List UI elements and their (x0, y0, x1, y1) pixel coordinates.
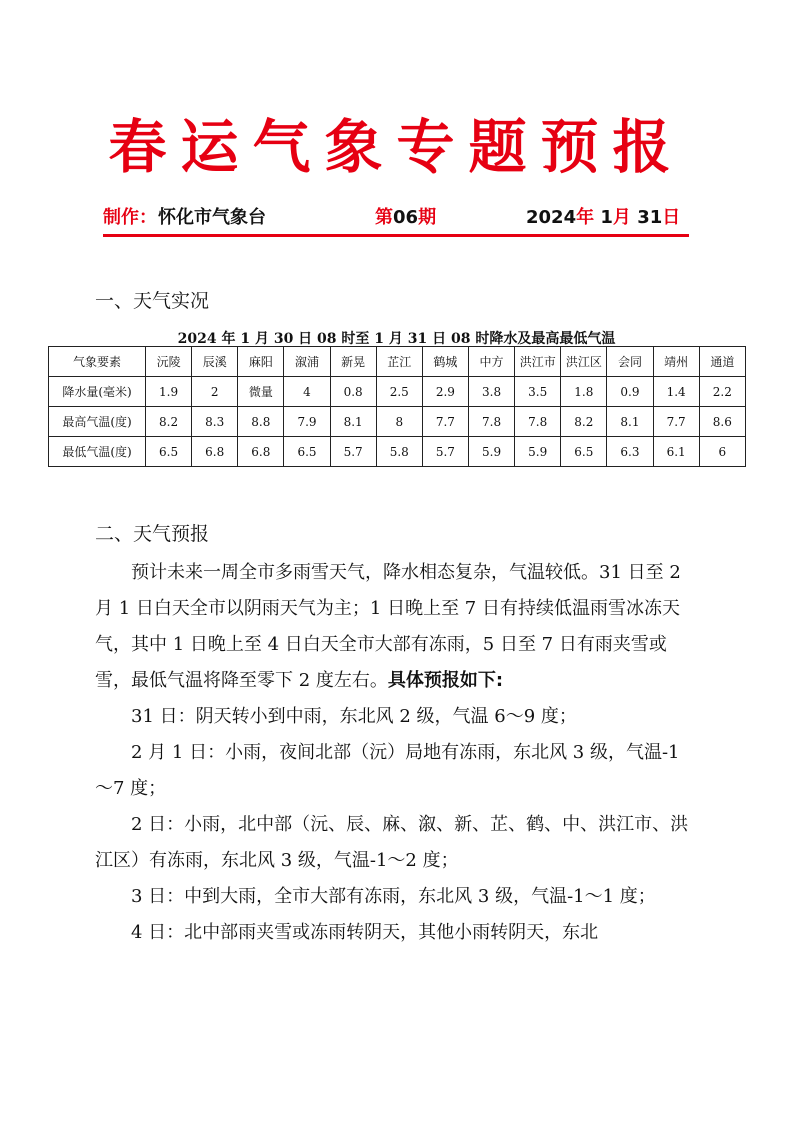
table-caption: 2024 年 1 月 30 日 08 时至 1 月 31 日 08 时降水及最高最低气温 (177, 331, 616, 347)
table-cell: 2.2 (699, 377, 745, 407)
table-cell: 8.2 (146, 407, 192, 437)
table-header-cell: 会同 (607, 347, 653, 377)
forecast-body (95, 555, 695, 951)
issue-date: 2024年 1月 31日 (526, 207, 681, 228)
table-cell: 5.7 (330, 437, 376, 467)
forecast-day: 2 月 1 日：小雨，夜间北部（沅）局地有冻雨，东北风 3 级，气温-1～7 度； (95, 742, 680, 799)
row-label: 最低气温(度) (49, 437, 146, 467)
table-cell: 2.9 (422, 377, 468, 407)
forecast-day: 3 日：中到大雨，全市大部有冻雨，东北风 3 级，气温-1～1 度； (131, 886, 656, 907)
header-divider (103, 234, 689, 237)
table-header-cell: 靖州 (653, 347, 699, 377)
table-cell: 7.7 (653, 407, 699, 437)
table-header-cell: 沅陵 (146, 347, 192, 377)
table-header-cell: 芷江 (376, 347, 422, 377)
forecast-day: 31 日：阴天转小到中雨，东北风 2 级，气温 6～9 度； (131, 706, 577, 727)
table-cell: 7.8 (515, 407, 561, 437)
table-row-max-temp (49, 407, 746, 437)
table-cell: 1.8 (561, 377, 607, 407)
table-header-cell: 通道 (699, 347, 745, 377)
table-cell: 6.8 (238, 437, 284, 467)
table-cell: 5.9 (468, 437, 514, 467)
section-heading-observations: 一、天气实况 (95, 290, 210, 312)
table-cell: 3.8 (468, 377, 514, 407)
table-cell: 6.1 (653, 437, 699, 467)
table-cell: 4 (284, 377, 330, 407)
row-label: 最高气温(度) (49, 407, 146, 437)
table-cell: 6.8 (192, 437, 238, 467)
table-cell: 7.8 (468, 407, 514, 437)
table-cell: 3.5 (515, 377, 561, 407)
table-cell: 8 (376, 407, 422, 437)
table-cell: 8.1 (330, 407, 376, 437)
table-cell: 6.5 (561, 437, 607, 467)
table-header-cell: 溆浦 (284, 347, 330, 377)
table-header-cell: 洪江区 (561, 347, 607, 377)
summary-bold-text: 具体预报如下: (387, 670, 504, 691)
observation-table (48, 346, 746, 467)
forecast-day: 4 日：北中部雨夹雪或冻雨转阴天，其他小雨转阴天，东北 (131, 922, 599, 943)
table-cell: 1.4 (653, 377, 699, 407)
table-cell: 6.5 (284, 437, 330, 467)
table-header-cell: 洪江市 (515, 347, 561, 377)
producer-label: 制作： (103, 207, 157, 228)
table-cell: 2.5 (376, 377, 422, 407)
issue-number: 第06期 (375, 207, 437, 228)
table-cell: 6 (699, 437, 745, 467)
forecast-summary (95, 555, 695, 699)
table-cell: 8.3 (192, 407, 238, 437)
section-heading-forecast: 二、天气预报 (95, 523, 210, 545)
table-cell: 8.1 (607, 407, 653, 437)
issue-header (103, 203, 689, 233)
table-cell: 7.9 (284, 407, 330, 437)
table-cell: 7.7 (422, 407, 468, 437)
table-header-cell: 气象要素 (49, 347, 146, 377)
table-cell: 8.6 (699, 407, 745, 437)
table-cell: 5.8 (376, 437, 422, 467)
table-header-cell: 辰溪 (192, 347, 238, 377)
table-cell: 0.8 (330, 377, 376, 407)
table-cell: 1.9 (146, 377, 192, 407)
table-header-row (49, 347, 746, 377)
table-cell: 8.2 (561, 407, 607, 437)
table-cell: 0.9 (607, 377, 653, 407)
table-row-min-temp (49, 437, 746, 467)
producer-name: 怀化市气象台 (158, 207, 266, 228)
document-title: 春运气象专题预报 (108, 113, 685, 181)
table-cell: 8.8 (238, 407, 284, 437)
table-header-cell: 新晃 (330, 347, 376, 377)
table-cell: 微量 (238, 377, 284, 407)
table-cell: 6.5 (146, 437, 192, 467)
table-header-cell: 中方 (468, 347, 514, 377)
table-header-cell: 麻阳 (238, 347, 284, 377)
summary-text: 预计未来一周全市多雨雪天气，降水相态复杂，气温较低。31 日至 2 月 1 日白天全市以阴雨天气为主；1 日晚上至 7 日有持续低温雨雪冰冻天气，其中 1 日晚上至 4 日白天全市大部有冻雨，5 日至 7 日有雨夹雪或雪，最低气温将降至零下 2 度左右。 (95, 562, 681, 691)
row-label: 降水量(毫米) (49, 377, 146, 407)
table-row-precipitation (49, 377, 746, 407)
table-header-cell: 鹤城 (422, 347, 468, 377)
table-cell: 6.3 (607, 437, 653, 467)
table-cell: 5.7 (422, 437, 468, 467)
table-cell: 2 (192, 377, 238, 407)
table-cell: 5.9 (515, 437, 561, 467)
forecast-day: 2 日：小雨，北中部（沅、辰、麻、溆、新、芷、鹤、中、洪江市、洪江区）有冻雨，东北风 3 级，气温-1～2 度； (95, 814, 689, 871)
